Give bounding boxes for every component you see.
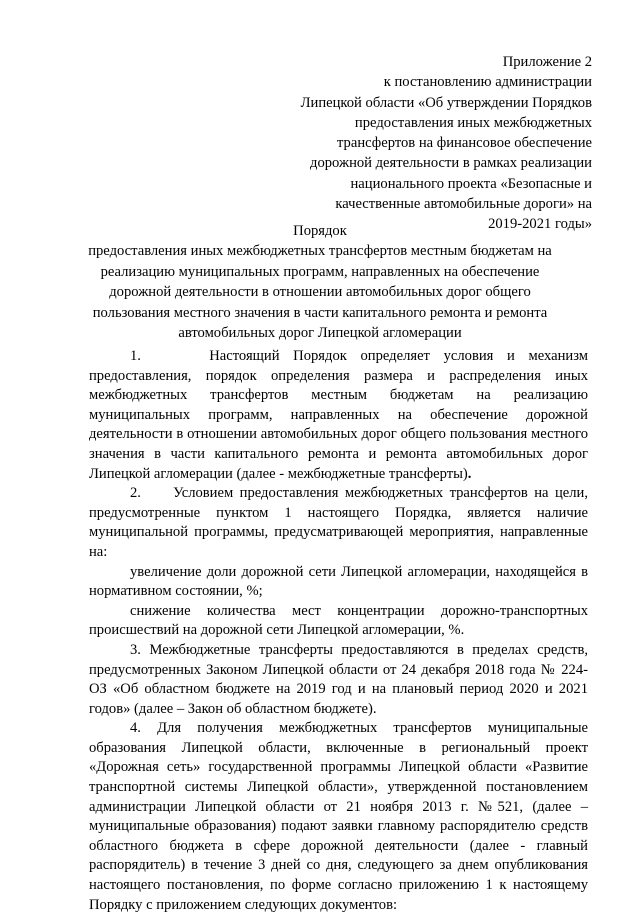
annex-block bbox=[252, 52, 592, 235]
annex-line: 2019-2021 годы» bbox=[488, 216, 592, 233]
heading-line: предоставления иных межбюджетных трансфертов местным бюджетам на bbox=[88, 243, 552, 260]
paragraph-2: 2. Условием предоставления межбюджетных трансфертов на цели, предусмотренные пунктом 1 настоящего Порядка, является наличие муниципальной программы, предусматривающей мероприятия, направленные на: bbox=[89, 485, 588, 560]
annex-line: национального проекта «Безопасные и bbox=[350, 175, 592, 192]
list-item-1: увеличение доли дорожной сети Липецкой агломерации, находящейся в нормативном состоянии, %; bbox=[89, 563, 588, 600]
document-heading bbox=[60, 221, 580, 343]
annex-line: Липецкой области «Об утверждении Порядков bbox=[300, 94, 592, 111]
heading-line: дорожной деятельности в отношении автомобильных дорог общего bbox=[109, 284, 531, 301]
heading-title: Порядок bbox=[293, 223, 347, 239]
annex-line: дорожной деятельности в рамках реализации bbox=[310, 155, 592, 172]
paragraph-1 bbox=[89, 347, 588, 484]
heading-line: пользования местного значения в части капитального ремонта и ремонта bbox=[92, 304, 548, 321]
paragraph-4: 4. Для получения межбюджетных трансфертов муниципальные образования Липецкой области, включенные в региональный проект «Дорожная сеть» государственной программы Липецкой области «Развитие транспортной системы Липецкой области», утвержденной постановлением администрации Липецкой области от 21 ноября 2013 г. №521, (далее – муниципальные образования) подают заявки главному распорядителю средств областного бюджета в сфере дорожной деятельности (далее - главный распорядитель) в течение 3 дней со дня, следующего за днем опубликования настоящего постановления, по форме согласно приложению 1 к настоящему Порядку с приложением следующих документов: bbox=[89, 720, 588, 913]
annex-line: трансфертов на финансовое обеспечение bbox=[336, 135, 592, 152]
annex-line: к постановлению администрации bbox=[383, 74, 592, 91]
paragraph-3: 3. Межбюджетные трансферты предоставляются в пределах средств, предусмотренных Законом Липецкой области от 24 декабря 2018 года № 224-ОЗ «Об областном бюджете на 2019 год и на плановый период 2020 и 2021 годов» (далее – Закон об областном бюджете). bbox=[89, 641, 588, 717]
paragraph-1-text: 1. Настоящий Порядок определяет условия и механизм предоставления, порядок определения размера и распределения иных межбюджетных трансфертов местным бюджетам на реализацию муниципальных программ, направленных на обеспечение дорожной деятельности в отношении автомобильных дорог общего пользования местного значения в части капитального ремонта и ремонта автомобильных дорог Липецкой агломерации (далее - межбюджетные трансферты) bbox=[89, 348, 588, 482]
heading-line: реализацию муниципальных программ, направленных на обеспечение bbox=[100, 263, 540, 280]
document-body bbox=[89, 347, 588, 915]
annex-line: предоставления иных межбюджетных bbox=[354, 114, 592, 131]
annex-line: качественные автомобильные дороги» на bbox=[335, 196, 592, 213]
annex-line: Приложение 2 bbox=[502, 54, 592, 70]
list-item-2: снижение количества мест концентрации дорожно-транспортных происшествий на дорожной сети Липецкой агломерации, %. bbox=[89, 602, 588, 639]
heading-line: автомобильных дорог Липецкой агломерации bbox=[178, 325, 462, 342]
paragraph-1-end: . bbox=[467, 465, 472, 482]
